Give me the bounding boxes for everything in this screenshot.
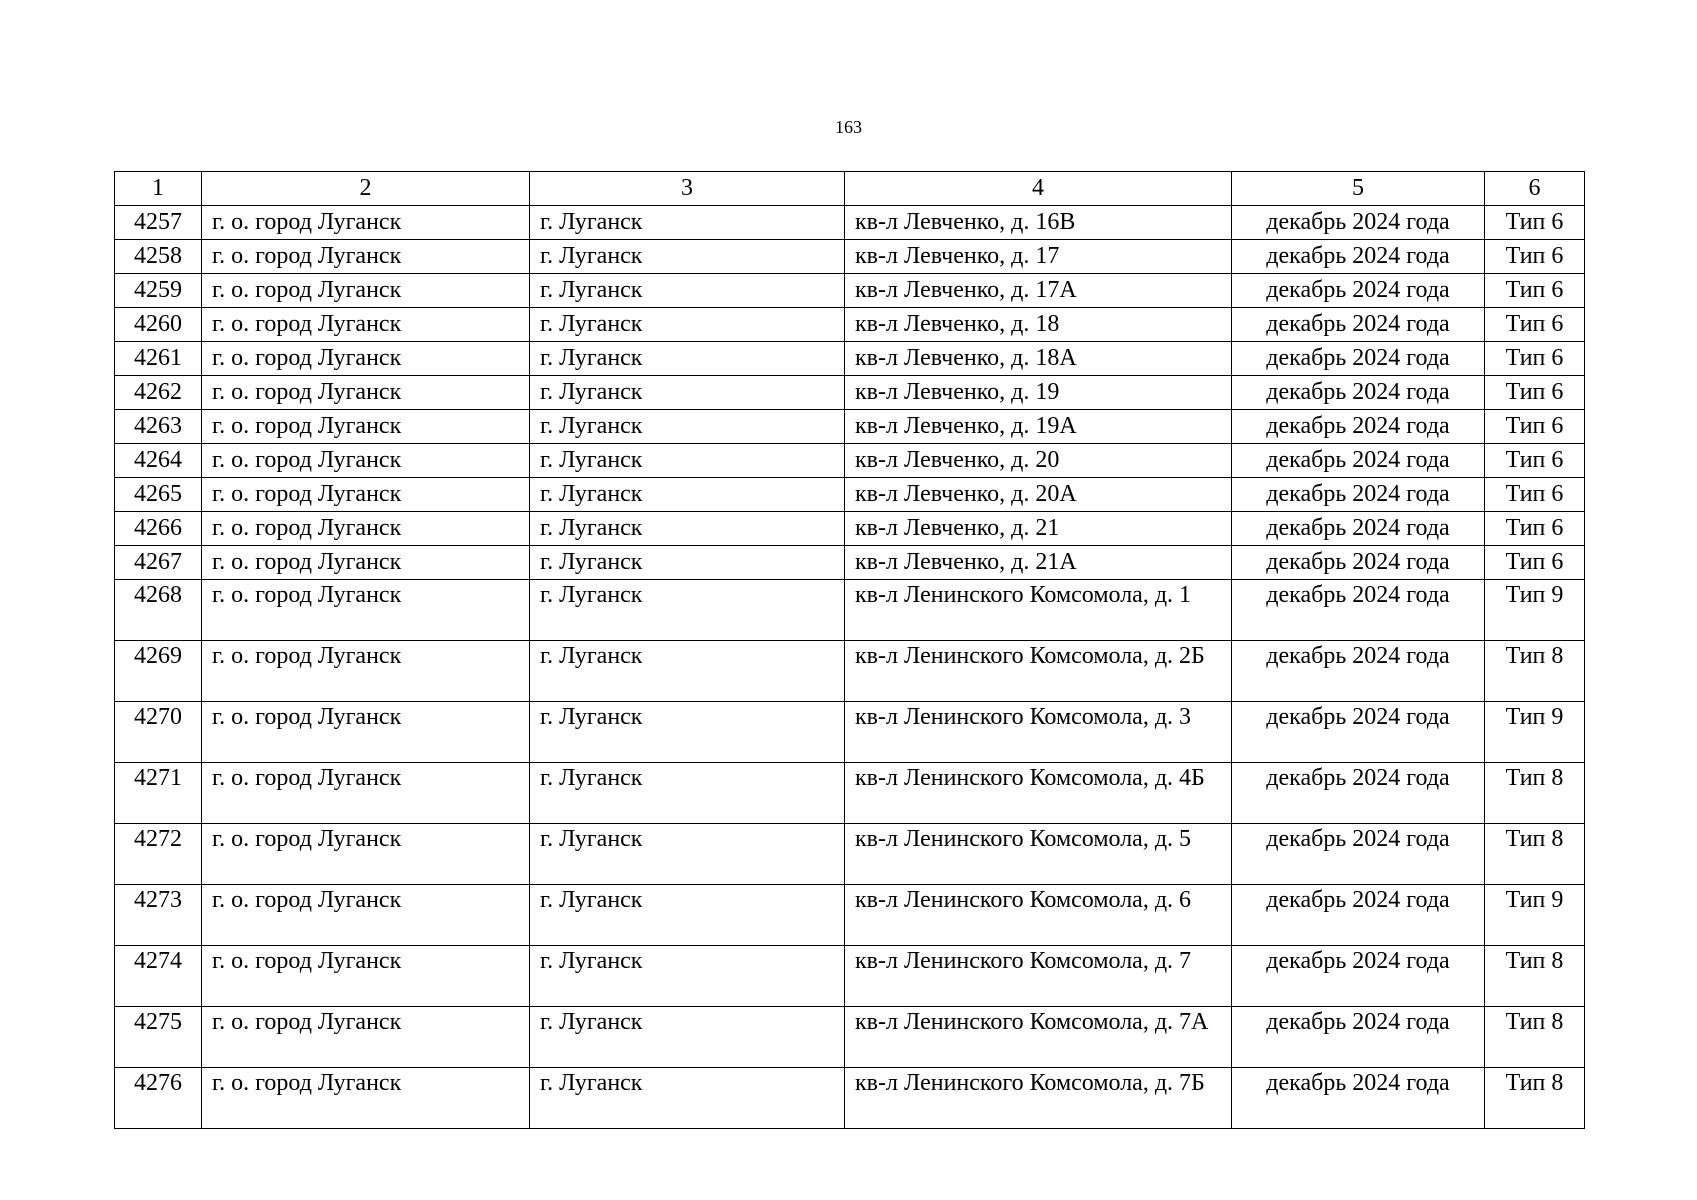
row-number: 4258	[115, 240, 202, 274]
type-cell: Тип 8	[1485, 1068, 1585, 1129]
address-cell: кв-л Левченко, д. 18А	[845, 342, 1232, 376]
address-cell: кв-л Ленинского Комсомола, д. 7Б	[845, 1068, 1232, 1129]
table-row	[115, 885, 1585, 946]
date-cell: декабрь 2024 года	[1232, 1007, 1485, 1068]
district-cell: г. о. город Луганск	[202, 1068, 530, 1129]
row-number: 4268	[115, 580, 202, 641]
district-cell: г. о. город Луганск	[202, 580, 530, 641]
city-cell: г. Луганск	[530, 946, 845, 1007]
date-cell: декабрь 2024 года	[1232, 308, 1485, 342]
date-cell: декабрь 2024 года	[1232, 478, 1485, 512]
city-cell: г. Луганск	[530, 240, 845, 274]
type-cell: Тип 6	[1485, 376, 1585, 410]
city-cell: г. Луганск	[530, 206, 845, 240]
district-cell: г. о. город Луганск	[202, 546, 530, 580]
table-row	[115, 206, 1585, 240]
type-cell: Тип 9	[1485, 580, 1585, 641]
table-row	[115, 1068, 1585, 1129]
district-cell: г. о. город Луганск	[202, 308, 530, 342]
address-cell: кв-л Левченко, д. 19	[845, 376, 1232, 410]
date-cell: декабрь 2024 года	[1232, 512, 1485, 546]
type-cell: Тип 6	[1485, 546, 1585, 580]
row-number: 4276	[115, 1068, 202, 1129]
address-cell: кв-л Ленинского Комсомола, д. 7А	[845, 1007, 1232, 1068]
type-cell: Тип 9	[1485, 702, 1585, 763]
type-cell: Тип 8	[1485, 1007, 1585, 1068]
column-header: 6	[1485, 172, 1585, 206]
address-cell: кв-л Левченко, д. 20А	[845, 478, 1232, 512]
district-cell: г. о. город Луганск	[202, 885, 530, 946]
date-cell: декабрь 2024 года	[1232, 946, 1485, 1007]
housing-register-table	[114, 171, 1585, 1129]
district-cell: г. о. город Луганск	[202, 206, 530, 240]
city-cell: г. Луганск	[530, 308, 845, 342]
date-cell: декабрь 2024 года	[1232, 702, 1485, 763]
district-cell: г. о. город Луганск	[202, 274, 530, 308]
row-number: 4259	[115, 274, 202, 308]
table-row	[115, 824, 1585, 885]
address-cell: кв-л Левченко, д. 17А	[845, 274, 1232, 308]
city-cell: г. Луганск	[530, 702, 845, 763]
table-row	[115, 702, 1585, 763]
table-row	[115, 478, 1585, 512]
column-header: 2	[202, 172, 530, 206]
address-cell: кв-л Ленинского Комсомола, д. 6	[845, 885, 1232, 946]
column-number-row	[115, 172, 1585, 206]
row-number: 4271	[115, 763, 202, 824]
type-cell: Тип 6	[1485, 274, 1585, 308]
city-cell: г. Луганск	[530, 641, 845, 702]
address-cell: кв-л Левченко, д. 19А	[845, 410, 1232, 444]
date-cell: декабрь 2024 года	[1232, 444, 1485, 478]
date-cell: декабрь 2024 года	[1232, 274, 1485, 308]
table-row	[115, 1007, 1585, 1068]
type-cell: Тип 8	[1485, 824, 1585, 885]
city-cell: г. Луганск	[530, 342, 845, 376]
district-cell: г. о. город Луганск	[202, 1007, 530, 1068]
row-number: 4263	[115, 410, 202, 444]
type-cell: Тип 6	[1485, 512, 1585, 546]
table-row	[115, 546, 1585, 580]
district-cell: г. о. город Луганск	[202, 240, 530, 274]
type-cell: Тип 6	[1485, 206, 1585, 240]
district-cell: г. о. город Луганск	[202, 641, 530, 702]
row-number: 4260	[115, 308, 202, 342]
row-number: 4262	[115, 376, 202, 410]
date-cell: декабрь 2024 года	[1232, 763, 1485, 824]
row-number: 4274	[115, 946, 202, 1007]
type-cell: Тип 6	[1485, 240, 1585, 274]
address-cell: кв-л Левченко, д. 16В	[845, 206, 1232, 240]
row-number: 4257	[115, 206, 202, 240]
city-cell: г. Луганск	[530, 376, 845, 410]
table-row	[115, 274, 1585, 308]
date-cell: декабрь 2024 года	[1232, 206, 1485, 240]
table-row	[115, 342, 1585, 376]
city-cell: г. Луганск	[530, 546, 845, 580]
city-cell: г. Луганск	[530, 1068, 845, 1129]
address-cell: кв-л Ленинского Комсомола, д. 5	[845, 824, 1232, 885]
city-cell: г. Луганск	[530, 885, 845, 946]
row-number: 4265	[115, 478, 202, 512]
column-header: 5	[1232, 172, 1485, 206]
column-header: 4	[845, 172, 1232, 206]
date-cell: декабрь 2024 года	[1232, 885, 1485, 946]
date-cell: декабрь 2024 года	[1232, 240, 1485, 274]
city-cell: г. Луганск	[530, 824, 845, 885]
type-cell: Тип 8	[1485, 763, 1585, 824]
table-row	[115, 444, 1585, 478]
table-row	[115, 240, 1585, 274]
district-cell: г. о. город Луганск	[202, 444, 530, 478]
type-cell: Тип 6	[1485, 308, 1585, 342]
address-cell: кв-л Левченко, д. 20	[845, 444, 1232, 478]
date-cell: декабрь 2024 года	[1232, 546, 1485, 580]
address-cell: кв-л Ленинского Комсомола, д. 3	[845, 702, 1232, 763]
row-number: 4272	[115, 824, 202, 885]
city-cell: г. Луганск	[530, 444, 845, 478]
address-cell: кв-л Ленинского Комсомола, д. 7	[845, 946, 1232, 1007]
date-cell: декабрь 2024 года	[1232, 376, 1485, 410]
district-cell: г. о. город Луганск	[202, 376, 530, 410]
row-number: 4273	[115, 885, 202, 946]
district-cell: г. о. город Луганск	[202, 702, 530, 763]
row-number: 4269	[115, 641, 202, 702]
type-cell: Тип 8	[1485, 946, 1585, 1007]
row-number: 4270	[115, 702, 202, 763]
address-cell: кв-л Левченко, д. 18	[845, 308, 1232, 342]
row-number: 4267	[115, 546, 202, 580]
type-cell: Тип 6	[1485, 342, 1585, 376]
table-row	[115, 410, 1585, 444]
type-cell: Тип 8	[1485, 641, 1585, 702]
type-cell: Тип 6	[1485, 410, 1585, 444]
district-cell: г. о. город Луганск	[202, 478, 530, 512]
date-cell: декабрь 2024 года	[1232, 641, 1485, 702]
district-cell: г. о. город Луганск	[202, 824, 530, 885]
row-number: 4261	[115, 342, 202, 376]
city-cell: г. Луганск	[530, 580, 845, 641]
city-cell: г. Луганск	[530, 763, 845, 824]
district-cell: г. о. город Луганск	[202, 512, 530, 546]
table-row	[115, 946, 1585, 1007]
district-cell: г. о. город Луганск	[202, 410, 530, 444]
row-number: 4264	[115, 444, 202, 478]
row-number: 4266	[115, 512, 202, 546]
row-number: 4275	[115, 1007, 202, 1068]
address-cell: кв-л Левченко, д. 21А	[845, 546, 1232, 580]
table-body	[115, 172, 1585, 1129]
table-row	[115, 641, 1585, 702]
city-cell: г. Луганск	[530, 1007, 845, 1068]
table-row	[115, 376, 1585, 410]
table-row	[115, 580, 1585, 641]
city-cell: г. Луганск	[530, 478, 845, 512]
district-cell: г. о. город Луганск	[202, 342, 530, 376]
address-cell: кв-л Левченко, д. 21	[845, 512, 1232, 546]
table-row	[115, 512, 1585, 546]
date-cell: декабрь 2024 года	[1232, 824, 1485, 885]
city-cell: г. Луганск	[530, 410, 845, 444]
district-cell: г. о. город Луганск	[202, 763, 530, 824]
table-row	[115, 308, 1585, 342]
date-cell: декабрь 2024 года	[1232, 1068, 1485, 1129]
city-cell: г. Луганск	[530, 274, 845, 308]
address-cell: кв-л Ленинского Комсомола, д. 4Б	[845, 763, 1232, 824]
column-header: 3	[530, 172, 845, 206]
city-cell: г. Луганск	[530, 512, 845, 546]
address-cell: кв-л Левченко, д. 17	[845, 240, 1232, 274]
type-cell: Тип 6	[1485, 478, 1585, 512]
page-number: 163	[835, 117, 862, 137]
table-row	[115, 763, 1585, 824]
address-cell: кв-л Ленинского Комсомола, д. 2Б	[845, 641, 1232, 702]
date-cell: декабрь 2024 года	[1232, 580, 1485, 641]
district-cell: г. о. город Луганск	[202, 946, 530, 1007]
address-cell: кв-л Ленинского Комсомола, д. 1	[845, 580, 1232, 641]
type-cell: Тип 9	[1485, 885, 1585, 946]
type-cell: Тип 6	[1485, 444, 1585, 478]
date-cell: декабрь 2024 года	[1232, 342, 1485, 376]
date-cell: декабрь 2024 года	[1232, 410, 1485, 444]
column-header: 1	[115, 172, 202, 206]
